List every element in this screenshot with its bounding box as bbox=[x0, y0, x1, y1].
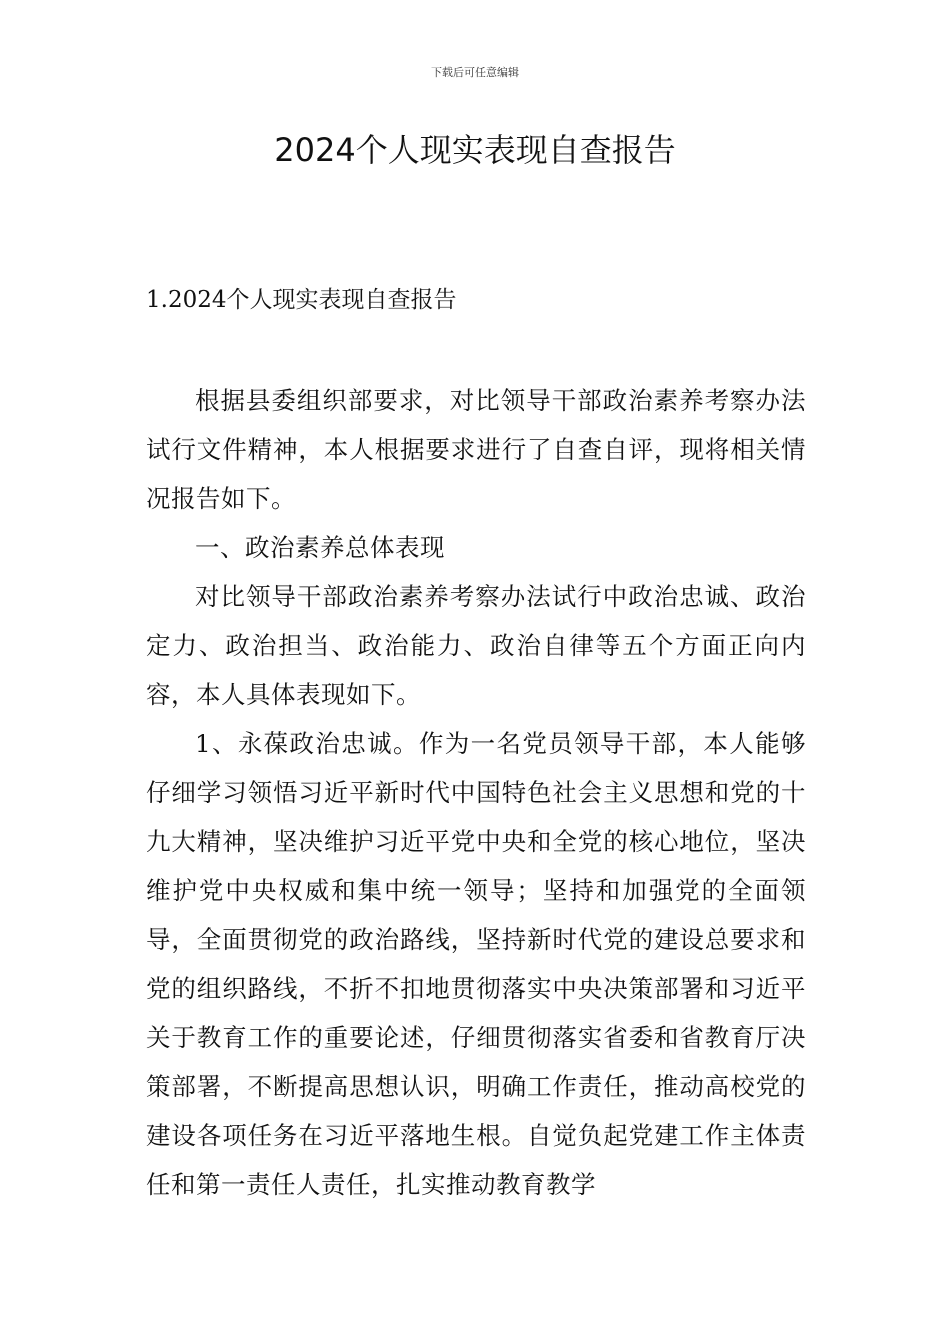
document-title: 2024个人现实表现自查报告 bbox=[274, 131, 676, 169]
header-note: 下载后可任意编辑 bbox=[431, 66, 519, 79]
paragraph-five-aspects: 对比领导干部政治素养考察办法试行中政治忠诚、政治定力、政治担当、政治能力、政治自律等五个方面正向内容，本人具体表现如下。 bbox=[146, 582, 806, 709]
paragraph-political-loyalty: 1、永葆政治忠诚。作为一名党员领导干部，本人能够仔细学习领悟习近平新时代中国特色社会主义思想和党的十九大精神，坚决维护习近平党中央和全党的核心地位，坚决维护党中央权威和集中统一领导；坚持和加强党的全面领导，全面贯彻党的政治路线，坚持新时代党的建设总要求和党的组织路线，不折不扣地贯彻落实中央决策部署和习近平关于教育工作的重要论述，仔细贯彻落实省委和省教育厅决策部署，不断提高思想认识，明确工作责任，推动高校党的建设各项任务在习近平落地生根。自觉负起党建工作主体责任和第一责任人责任，扎实推动教育教学 bbox=[146, 729, 806, 1199]
section-heading: 1.2024个人现实表现自查报告 bbox=[146, 287, 457, 313]
paragraph-intro: 根据县委组织部要求，对比领导干部政治素养考察办法试行文件精神，本人根据要求进行了自查自评，现将相关情况报告如下。 bbox=[146, 386, 806, 513]
paragraph-heading-overall: 一、政治素养总体表现 bbox=[195, 533, 445, 562]
document-body bbox=[146, 376, 806, 1209]
